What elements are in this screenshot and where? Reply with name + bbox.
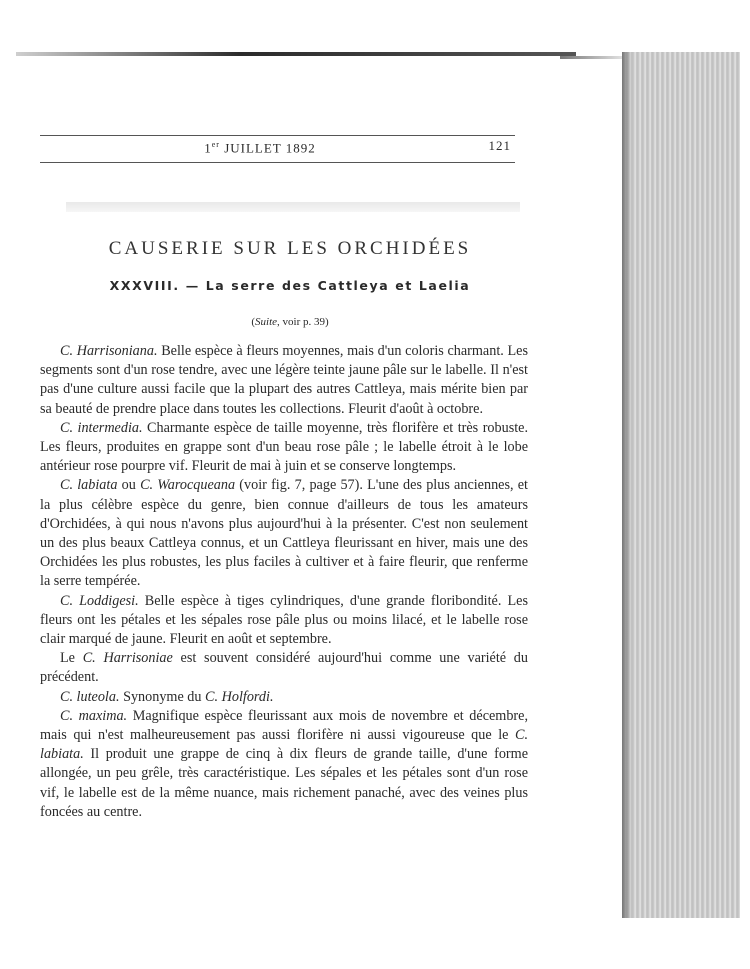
paragraph-intermedia: C. intermedia. Charmante espèce de taille moyenne, très florifère et très robuste. Les fleurs, produites en grappe sont d'un beau rose pâle ; le labelle étroit à le lobe antérieur rose pourpre vif. Fleurit de mai à juin et se conserve longtemps. <box>40 419 529 475</box>
paragraph-loddigesi: C. Loddigesi. Belle espèce à tiges cylindriques, d'une grande floribondité. Les fleurs ont les pétales et les sépales rose pâle plus ou moins lilacé, et le labelle rose clair marqué de jaune. Fleurit en août et septembre. <box>40 592 529 648</box>
scan-shadow-bar <box>16 52 576 56</box>
paragraph-harrisoniana: C. Harrisoniana. Belle espèce à fleurs moyennes, mais d'un coloris charmant. Les segments sont d'un rose tendre, avec une légère teinte jaune pâle sur le labelle. Il n'est pas d'une culture aussi facile que la plupart des autres Cattleya, mais mérite bien par sa beauté de prendre place dans toutes les collections. Fleurit d'août à octobre. <box>40 343 528 417</box>
paragraph-luteola: C. luteola. Synonyme du C. Holfordi. <box>60 688 274 705</box>
book-page-edges <box>622 52 740 918</box>
article-body <box>40 342 528 822</box>
paragraph-maxima: C. maxima. Magnifique espèce fleurissant aux mois de novembre et décembre, mais qui n'est malheureusement pas aussi florifère ni aussi vigoureuse que le C. labiata. Il produit une grappe de cinq à dix fleurs de grande taille, d'une forme allongée, un peu grêle, très caractéristique. Les sépales et les pétales sont d'un rose vif, le labelle est de la même nuance, mais richement panaché, avec des veines plus foncées au centre. <box>40 707 528 820</box>
page-number: 121 <box>488 138 511 153</box>
paragraph-labiata: C. labiata ou C. Warocqueana (voir fig. 7, page 57). L'une des plus anciennes, et la plus célèbre espèce du genre, bien connue d'ailleurs de tous les amateurs d'Orchidées, à qui nous n'avons plus aujourd'hui à la présenter. C'est non seulement un des plus beaux Cattleya connus, et un Cattleya fleurissant en hiver, mais une des Orchidées les plus robustes, les plus faciles à cultiver et à faire fleurir, que renferme la serre tempérée. <box>40 477 528 590</box>
show-through-shadow <box>66 202 520 212</box>
continuation-note: (Suite, voir p. 39) <box>251 316 329 328</box>
article-subtitle: XXXVIII. — La serre des Cattleya et Laelia <box>109 278 471 293</box>
article-title: CAUSERIE SUR LES ORCHIDÉES <box>108 238 472 259</box>
header-rule-top <box>40 135 515 136</box>
issue-date: 1er JUILLET 1892 <box>204 140 316 156</box>
paragraph-harrisoniae: Le C. Harrisoniae est souvent considéré aujourd'hui comme une variété du précédent. <box>40 650 528 686</box>
running-head <box>40 138 515 160</box>
book-gutter-shade <box>622 52 632 918</box>
header-rule-bottom <box>40 162 515 163</box>
